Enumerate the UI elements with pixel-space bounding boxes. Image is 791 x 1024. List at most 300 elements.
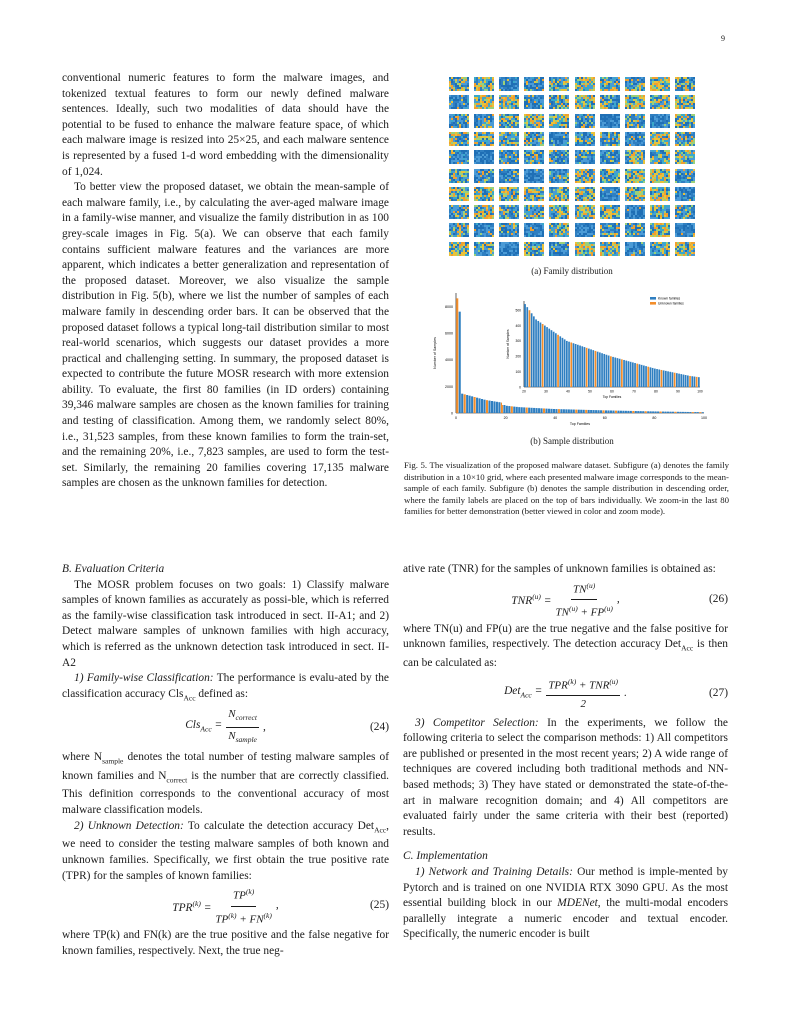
inset-x-tick-label: 80	[654, 389, 658, 394]
equation-24: Cls$_{Acc}$ = $\frac{N_{correct}}{N_{sample}}$ , (24)	[185, 708, 389, 745]
inset-bar	[643, 366, 645, 388]
left-column-lower	[62, 562, 389, 959]
family-mean-image	[474, 205, 494, 219]
y-tick-label: 6000	[445, 331, 453, 336]
equation-number: (25)	[370, 899, 389, 912]
bar	[533, 408, 535, 413]
bar	[565, 409, 567, 413]
family-mean-image	[625, 114, 645, 128]
page-number: 9	[721, 34, 725, 43]
inset-x-tick-label: 30	[544, 389, 548, 394]
family-mean-image	[474, 114, 494, 128]
family-mean-image	[449, 132, 469, 146]
family-mean-image	[449, 169, 469, 183]
inset-bar	[667, 371, 669, 387]
bar	[493, 401, 495, 413]
left-column	[62, 71, 389, 492]
legend-swatch-unknown	[650, 302, 656, 305]
family-mean-image	[474, 187, 494, 201]
inset-bar	[610, 356, 612, 387]
family-mean-image	[524, 169, 544, 183]
inset-bar	[588, 349, 590, 387]
bar	[590, 410, 592, 413]
x-tick-label: 0	[455, 416, 457, 420]
bar	[553, 409, 555, 413]
inset-bar	[566, 341, 568, 387]
inset-bar	[595, 351, 597, 387]
bar	[677, 412, 679, 413]
bar	[689, 412, 691, 413]
inset-y-tick-label: 0	[519, 385, 521, 390]
bar	[486, 400, 488, 413]
inset-bar	[619, 359, 621, 387]
inset-bar	[555, 333, 557, 387]
section-number: B.	[62, 563, 72, 575]
family-mean-image	[575, 95, 595, 109]
family-mean-image	[650, 114, 670, 128]
inset-bar	[546, 327, 548, 387]
family-mean-image	[499, 223, 519, 237]
inset-bar	[597, 352, 599, 387]
inset-bar	[577, 345, 579, 387]
bar	[674, 412, 676, 413]
bar	[573, 410, 575, 413]
inset-bar	[535, 319, 537, 387]
subsection-title: 3) Competitor Selection:	[415, 716, 539, 729]
bar	[543, 408, 545, 413]
bar	[632, 411, 634, 413]
inset-bar	[632, 362, 634, 387]
inset-bar	[584, 347, 586, 387]
bar	[483, 400, 485, 413]
family-mean-image	[474, 150, 494, 164]
right-column	[403, 562, 728, 943]
family-mean-image	[524, 114, 544, 128]
family-mean-image	[675, 242, 695, 256]
inset-x-axis-label: Top Families	[602, 395, 622, 399]
inset-y-tick-label: 500	[515, 308, 521, 313]
inset-y-axis-label: Number of Samples	[506, 329, 510, 359]
inset-x-tick-label: 60	[610, 389, 614, 394]
legend-swatch-known	[650, 297, 656, 300]
family-mean-image	[600, 77, 620, 91]
bar	[627, 411, 629, 413]
inset-bar	[548, 329, 550, 387]
bar	[521, 407, 523, 413]
x-tick-label: 60	[602, 416, 607, 420]
inset-bar	[579, 346, 581, 387]
family-mean-image	[575, 132, 595, 146]
inset-bar	[537, 321, 539, 387]
bar	[665, 412, 667, 413]
family-mean-image	[675, 114, 695, 128]
family-mean-image	[650, 223, 670, 237]
inset-bar	[551, 330, 553, 387]
inset-bar	[612, 357, 614, 387]
family-mean-image	[474, 242, 494, 256]
family-mean-image	[625, 150, 645, 164]
equation-27: Det$_{Acc}$ = $\frac{TPR^{(k)} + TNR^{(u)}}{2}$ . (27)	[403, 672, 728, 716]
inset-bar	[562, 338, 564, 387]
bar	[687, 412, 689, 413]
family-mean-image	[575, 169, 595, 183]
bar	[612, 411, 614, 413]
family-mean-image	[600, 223, 620, 237]
inset-bar	[553, 332, 555, 387]
family-mean-image	[499, 205, 519, 219]
bar	[538, 408, 540, 413]
family-mean-image	[549, 169, 569, 183]
inset-bar	[621, 359, 623, 387]
legend-label-known: Known families	[658, 296, 681, 301]
family-mean-image	[600, 242, 620, 256]
bar	[600, 410, 602, 413]
bar	[541, 408, 543, 413]
family-mean-image	[499, 242, 519, 256]
y-tick-label: 8000	[445, 304, 453, 309]
bar	[588, 410, 590, 413]
family-mean-image	[650, 132, 670, 146]
family-distribution-grid	[449, 77, 695, 259]
equation-number: (26)	[709, 592, 728, 605]
family-mean-image	[549, 77, 569, 91]
inset-bar	[691, 376, 693, 387]
family-mean-image	[449, 114, 469, 128]
paragraph: 3) Competitor Selection: In the experiments, we follow the following criteria to select the comparison methods: 1) All competitors are published or presented in the most recent years; 2) A wide range of techniques are covered including both traditional methods and NN-based methods; 3) They have stated or demonstrated the state-of-the-art in malware recognition domain; and 4) All competitors are evaluated fairly under the same criteria with their best (reported) results.	[403, 716, 728, 838]
inset-bar	[630, 362, 632, 387]
bar	[563, 409, 565, 413]
family-mean-image	[524, 95, 544, 109]
equation-number: (24)	[370, 720, 389, 733]
family-mean-image	[524, 223, 544, 237]
bar	[528, 408, 530, 413]
family-mean-image	[675, 150, 695, 164]
bar	[694, 412, 696, 413]
x-tick-label: 100	[701, 416, 707, 420]
x-tick-label: 40	[553, 416, 558, 420]
family-mean-image	[524, 77, 544, 91]
bar	[702, 412, 704, 413]
bar	[605, 410, 607, 413]
inset-bar	[694, 377, 696, 387]
family-mean-image	[474, 77, 494, 91]
paragraph: 1) Family-wise Classification: The performance is evalu-ated by the classification accuracy Cls$_{Acc}$ defined as:	[62, 672, 389, 703]
inset-x-tick-label: 70	[632, 389, 636, 394]
bar	[585, 410, 587, 413]
bar	[662, 412, 664, 413]
bar	[526, 408, 528, 413]
family-mean-image	[499, 114, 519, 128]
bar	[578, 410, 580, 413]
section-heading	[62, 562, 389, 578]
inset-bar	[696, 377, 698, 387]
family-mean-image	[625, 205, 645, 219]
bar	[550, 409, 552, 413]
family-mean-image	[449, 205, 469, 219]
bar	[459, 312, 461, 413]
x-tick-label: 80	[652, 416, 657, 420]
family-mean-image	[449, 150, 469, 164]
subsection-title: 2) Unknown Detection:	[74, 819, 184, 832]
family-mean-image	[625, 242, 645, 256]
inset-bar	[652, 368, 654, 387]
x-tick-label: 20	[503, 416, 508, 420]
equation-25: $TPR^{(k)}$ = $\frac{TP^{(k)}}{TP^{(k)} + FN^{(k)}}$ , (25)	[62, 884, 389, 928]
bar	[471, 396, 473, 413]
paragraph: 1) Network and Training Details: Our method is imple-mented by Pytorch and is trained on one NVIDIA RTX 3090 GPU. As the most essential building block in our MDENet, the multi-modal encoders parallelly integrate a numeric encoder and textual encoder. Specifically, the numeric encoder is built	[403, 866, 728, 941]
family-mean-image	[600, 205, 620, 219]
bar	[603, 410, 605, 413]
bar	[657, 411, 659, 413]
paragraph: ative rate (TNR) for the samples of unknown families is obtained as:	[403, 563, 716, 575]
y-tick-label: 4000	[445, 358, 453, 363]
bar	[481, 399, 483, 413]
paragraph: 2) Unknown Detection: To calculate the detection accuracy Det$_{Acc}$, we need to consider the testing malware samples of both known and unknown families. Specifically, we first obtain the true positive rate (TPR) for the samples of known families:	[62, 819, 389, 882]
bar	[699, 412, 701, 413]
family-mean-image	[549, 114, 569, 128]
family-mean-image	[524, 150, 544, 164]
family-mean-image	[575, 114, 595, 128]
bar	[461, 394, 463, 413]
bar	[660, 412, 662, 413]
bar	[568, 409, 570, 413]
inset-bar	[678, 374, 680, 387]
family-mean-image	[549, 132, 569, 146]
inset-bar	[542, 324, 544, 387]
bar	[647, 411, 649, 413]
family-mean-image	[549, 223, 569, 237]
bar	[560, 409, 562, 413]
bar	[630, 411, 632, 413]
family-mean-image	[549, 205, 569, 219]
family-mean-image	[600, 187, 620, 201]
bar	[697, 412, 699, 413]
subsection-title: 1) Network and Training Details:	[415, 866, 573, 878]
bar	[536, 408, 538, 413]
x-axis-label: Top Families	[569, 422, 591, 426]
family-mean-image	[549, 242, 569, 256]
family-mean-image	[600, 114, 620, 128]
bar	[642, 411, 644, 413]
family-mean-image	[499, 95, 519, 109]
inset-bar	[663, 370, 665, 387]
bar	[506, 406, 508, 413]
bar	[523, 407, 525, 413]
inset-bar	[599, 352, 601, 387]
paragraph: conventional numeric features to form the malware images, and tokenized textual features to form our newly defined malware sentences. Ideally, such two modalities of data should have the potential to be fused to enhance the malware feature space, of which each malware image is resized into 25×25, and each malware sentence is represented by a fused 1-d word embedding with the dimensionality of 1,024.	[62, 72, 389, 178]
inset-bar	[590, 349, 592, 387]
inset-x-tick-label: 40	[566, 389, 570, 394]
inset-bar	[645, 366, 647, 387]
y-tick-label: 2000	[445, 384, 453, 389]
family-mean-image	[675, 223, 695, 237]
inset-bar	[628, 361, 630, 387]
bar	[692, 412, 694, 413]
inset-bar	[533, 316, 535, 387]
family-mean-image	[499, 77, 519, 91]
family-mean-image	[575, 77, 595, 91]
bar	[469, 396, 471, 413]
inset-bar	[592, 350, 594, 387]
bar	[570, 409, 572, 413]
family-mean-image	[625, 77, 645, 91]
family-mean-image	[474, 95, 494, 109]
family-mean-image	[675, 187, 695, 201]
bar	[474, 397, 476, 413]
family-mean-image	[524, 242, 544, 256]
inset-bar	[573, 343, 575, 387]
bar	[513, 407, 515, 413]
bar	[672, 412, 674, 413]
family-mean-image	[449, 223, 469, 237]
family-mean-image	[474, 132, 494, 146]
inset-bar	[641, 365, 643, 387]
inset-bar	[586, 348, 588, 387]
family-mean-image	[575, 205, 595, 219]
family-mean-image	[474, 223, 494, 237]
bar	[456, 298, 458, 413]
inset-x-tick-label: 90	[676, 389, 680, 394]
bar	[496, 402, 498, 413]
family-mean-image	[524, 205, 544, 219]
bar	[516, 407, 518, 413]
inset-y-tick-label: 200	[515, 354, 521, 359]
family-mean-image	[575, 242, 595, 256]
sample-distribution-chart	[428, 287, 708, 437]
inset-bar	[570, 342, 572, 387]
family-mean-image	[675, 132, 695, 146]
subcaption-a: (a) Family distribution	[531, 266, 613, 276]
inset-bar	[647, 367, 649, 387]
bar	[645, 411, 647, 413]
inset-bar	[683, 375, 685, 387]
family-mean-image	[524, 187, 544, 201]
family-mean-image	[650, 187, 670, 201]
y-axis-label: Number of Samples	[433, 337, 437, 369]
family-mean-image	[575, 223, 595, 237]
bar	[531, 408, 533, 413]
family-mean-image	[625, 187, 645, 201]
inset-bar	[603, 354, 605, 387]
family-mean-image	[524, 132, 544, 146]
bar	[575, 410, 577, 413]
inset-bar	[658, 369, 660, 387]
bar	[652, 411, 654, 413]
bar	[511, 406, 513, 413]
inset-bar	[601, 353, 603, 387]
inset-bar	[575, 344, 577, 387]
bar	[555, 409, 557, 413]
bar	[464, 394, 466, 413]
bar	[488, 401, 490, 413]
bar	[620, 411, 622, 413]
y-tick-label: 0	[451, 411, 453, 416]
bar	[617, 411, 619, 413]
bar	[598, 410, 600, 413]
family-mean-image	[675, 169, 695, 183]
bar	[583, 410, 585, 413]
inset-bar	[639, 364, 641, 387]
bar	[476, 398, 478, 413]
inset-y-tick-label: 300	[515, 339, 521, 344]
bar	[682, 412, 684, 413]
family-mean-image	[650, 77, 670, 91]
family-mean-image	[650, 205, 670, 219]
inset-y-tick-label: 100	[515, 369, 521, 374]
bar	[518, 407, 520, 413]
family-mean-image	[499, 150, 519, 164]
bar	[548, 409, 550, 413]
family-mean-image	[600, 169, 620, 183]
inset-bar	[557, 335, 559, 387]
family-mean-image	[675, 95, 695, 109]
section-heading	[403, 849, 728, 865]
bar	[491, 401, 493, 413]
bar	[650, 411, 652, 413]
bar	[595, 410, 597, 413]
family-mean-image	[549, 150, 569, 164]
subcaption-b: (b) Sample distribution	[530, 436, 614, 446]
family-mean-image	[499, 132, 519, 146]
inset-bar	[665, 371, 667, 387]
bar	[558, 409, 560, 413]
inset-bar	[634, 363, 636, 387]
subsection-title: 1) Family-wise Classification:	[74, 672, 214, 685]
inset-bar	[650, 367, 652, 387]
bar	[669, 412, 671, 413]
bar	[607, 410, 609, 413]
family-mean-image	[600, 150, 620, 164]
bar	[622, 411, 624, 413]
family-mean-image	[549, 187, 569, 201]
family-mean-image	[675, 205, 695, 219]
paragraph: The MOSR problem focuses on two goals: 1) Classify malware samples of known families as accurately as possi-ble, which is referred as the family-wise classification task introduced in sect. II-A1; and 2) Detect malware samples of unknown families with high accuracy, which is referred as the unknown detection task introduced in sect. II-A2	[62, 578, 389, 669]
family-mean-image	[575, 187, 595, 201]
inset-bar	[674, 373, 676, 387]
inset-x-tick-label: 100	[697, 389, 703, 394]
inset-bar	[661, 370, 663, 387]
inset-bar	[544, 326, 546, 387]
inset-bar	[524, 304, 526, 387]
inset-bar	[698, 377, 700, 387]
family-mean-image	[449, 77, 469, 91]
bar	[479, 398, 481, 413]
family-mean-image	[575, 150, 595, 164]
bar	[580, 410, 582, 413]
bar	[625, 411, 627, 413]
bar	[545, 409, 547, 413]
bar	[508, 406, 510, 413]
inset-y-tick-label: 400	[515, 323, 521, 328]
family-mean-image	[499, 169, 519, 183]
family-mean-image	[650, 169, 670, 183]
inset-bar	[581, 346, 583, 387]
family-mean-image	[625, 95, 645, 109]
inset-bar	[623, 360, 625, 387]
inset-x-tick-label: 50	[588, 389, 592, 394]
equation-26: $TNR^{(u)}$ = $\frac{TN^{(u)}}{TN^{(u)} + FP^{(u)}}$ , (26)	[403, 578, 728, 622]
inset-bar	[680, 374, 682, 387]
family-mean-image	[600, 95, 620, 109]
bar	[655, 411, 657, 413]
family-mean-image	[625, 132, 645, 146]
family-mean-image	[625, 169, 645, 183]
paragraph: where TP(k) and FN(k) are the true positive and the false negative for known families, respectively. Next, the true neg-	[62, 929, 389, 957]
bar	[498, 402, 500, 413]
inset-x-tick-label: 20	[522, 389, 526, 394]
family-mean-image	[675, 77, 695, 91]
inset-bar	[559, 336, 561, 387]
